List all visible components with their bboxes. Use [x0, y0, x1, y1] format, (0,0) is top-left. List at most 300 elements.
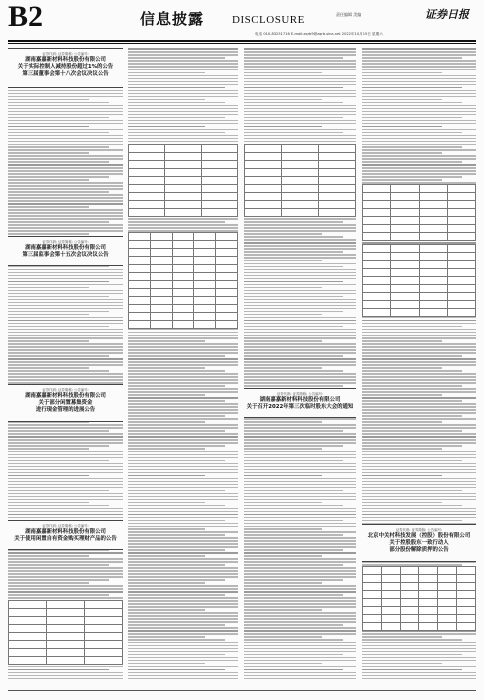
- table-row: [129, 153, 238, 161]
- text-line: [8, 132, 109, 134]
- text-line: [244, 120, 356, 122]
- text-line: [244, 561, 356, 563]
- text-line: [362, 155, 476, 157]
- text-line: [362, 645, 476, 647]
- table-cell: [282, 145, 319, 153]
- text-line: [362, 502, 442, 504]
- text-line: [362, 361, 476, 363]
- table-cell: [9, 633, 47, 641]
- newspaper-logo: 证券日报: [425, 8, 469, 21]
- text-line: [362, 370, 462, 372]
- text-line: [244, 272, 356, 274]
- table-cell: [9, 617, 47, 625]
- text-line: [244, 624, 343, 626]
- table-cell: [150, 289, 172, 297]
- announcement-header: 证券代码: 证券简称: 公告编号: 湖南嘉嘉新材料科技股份有限公司 关于实际控制人减持股份超过1%的公告 第三届董事会第十八次会议决议公告: [8, 48, 123, 88]
- table-row: [129, 209, 238, 217]
- text-line: [128, 520, 225, 522]
- text-line: [8, 511, 123, 513]
- page-header: [0, 0, 484, 44]
- table-cell: [129, 273, 151, 281]
- text-line: [8, 164, 123, 166]
- text-line: [244, 540, 356, 542]
- text-line: [362, 132, 462, 134]
- text-line: [128, 484, 238, 486]
- text-line: [8, 117, 109, 119]
- text-line: [244, 320, 356, 322]
- text-line: [362, 403, 476, 405]
- text-line: [128, 75, 238, 77]
- table-cell: [282, 161, 319, 169]
- table-row: [363, 567, 476, 575]
- table-row: [9, 617, 123, 625]
- table-row: [363, 591, 476, 599]
- table-cell: [319, 193, 356, 201]
- table-cell: [391, 245, 419, 253]
- table-cell: [457, 599, 476, 607]
- table-cell: [216, 321, 238, 329]
- text-line: [128, 609, 205, 611]
- text-line: [244, 472, 356, 474]
- text-line: [362, 340, 442, 342]
- table-cell: [419, 225, 447, 233]
- table-row: [363, 261, 476, 269]
- announcement-header: 证券代码: 证券简称: 公告编号: 湖南嘉嘉新材料科技股份有限公司 关于使用闲置自有资金购买理财产品的公告: [8, 520, 123, 550]
- text-line: [244, 436, 356, 438]
- table-cell: [245, 201, 282, 209]
- table-row: [363, 253, 476, 261]
- text-line: [244, 302, 356, 304]
- text-line: [128, 526, 238, 528]
- table-cell: [419, 209, 447, 217]
- text-line: [8, 597, 123, 599]
- text-line: [128, 60, 238, 62]
- data-table: [128, 232, 238, 329]
- table-cell: [319, 185, 356, 193]
- text-line: [8, 314, 89, 316]
- table-cell: [47, 657, 85, 665]
- text-line: [244, 138, 356, 140]
- table-row: [129, 249, 238, 257]
- table-cell: [282, 177, 319, 185]
- text-line: [362, 135, 476, 137]
- text-line: [362, 505, 462, 507]
- text-line: [8, 224, 123, 226]
- table-cell: [165, 209, 201, 217]
- text-line: [244, 245, 356, 247]
- table-row: [129, 161, 238, 169]
- text-line: [128, 627, 238, 629]
- text-line: [128, 472, 238, 474]
- table-cell: [438, 623, 457, 631]
- table-row: [9, 657, 123, 665]
- text-line: [362, 451, 476, 453]
- text-line: [128, 108, 238, 110]
- text-line: [128, 591, 238, 593]
- text-line: [128, 51, 238, 53]
- text-line: [244, 588, 356, 590]
- text-line: [128, 561, 238, 563]
- table-cell: [245, 153, 282, 161]
- table-cell: [419, 245, 447, 253]
- table-cell: [201, 193, 237, 201]
- text-line: [128, 475, 205, 477]
- text-line: [244, 627, 356, 629]
- text-line: [362, 678, 476, 680]
- table-cell: [85, 657, 123, 665]
- text-line: [8, 308, 123, 310]
- text-line: [8, 451, 123, 453]
- table-row: [363, 245, 476, 253]
- text-line: [244, 526, 356, 528]
- table-cell: [363, 193, 391, 201]
- text-line: [362, 400, 462, 402]
- table-cell: [457, 615, 476, 623]
- table-cell: [363, 253, 391, 261]
- text-line: [128, 87, 225, 89]
- text-line: [362, 496, 476, 498]
- section-title: 信息披露: [140, 10, 205, 28]
- text-line: [8, 176, 109, 178]
- text-line: [8, 436, 123, 438]
- table-cell: [419, 583, 438, 591]
- table-cell: [129, 233, 151, 241]
- text-line: [8, 582, 89, 584]
- text-line: [362, 636, 442, 638]
- text-line: [244, 445, 343, 447]
- text-line: [362, 144, 476, 146]
- table-cell: [129, 201, 165, 209]
- table-cell: [129, 185, 165, 193]
- text-line: [128, 105, 238, 107]
- table-cell: [165, 193, 201, 201]
- table-cell: [194, 281, 216, 289]
- text-line: [8, 320, 123, 322]
- text-line: [8, 594, 109, 596]
- table-cell: [419, 217, 447, 225]
- table-cell: [438, 591, 457, 599]
- table-cell: [150, 321, 172, 329]
- table-cell: [363, 575, 382, 583]
- table-cell: [216, 241, 238, 249]
- table-cell: [150, 305, 172, 313]
- text-line: [128, 600, 238, 602]
- text-line: [244, 132, 343, 134]
- text-line: [8, 123, 123, 125]
- table-row: [363, 185, 476, 193]
- table-cell: [447, 285, 475, 293]
- text-line: [128, 382, 238, 384]
- table-row: [129, 273, 238, 281]
- text-line: [244, 269, 356, 271]
- text-line: [128, 406, 238, 408]
- text-line: [128, 615, 238, 617]
- table-cell: [391, 261, 419, 269]
- text-line: [244, 594, 343, 596]
- text-line: [362, 161, 462, 163]
- table-cell: [194, 241, 216, 249]
- text-line: [128, 135, 238, 137]
- text-line: [362, 660, 476, 662]
- table-cell: [150, 281, 172, 289]
- text-line: [362, 373, 476, 375]
- table-row: [245, 161, 356, 169]
- text-line: [8, 490, 109, 492]
- text-line: [128, 141, 238, 143]
- text-line: [362, 84, 476, 86]
- table-cell: [457, 567, 476, 575]
- text-line: [128, 490, 225, 492]
- text-line: [362, 179, 442, 181]
- text-line: [244, 48, 356, 50]
- text-line: [244, 379, 356, 381]
- text-line: [244, 278, 356, 280]
- text-line: [128, 93, 238, 95]
- text-line: [244, 469, 356, 471]
- text-line: [128, 132, 225, 134]
- text-line: [362, 654, 462, 656]
- text-line: [128, 460, 225, 462]
- table-cell: [165, 161, 201, 169]
- table-cell: [419, 599, 438, 607]
- table-cell: [381, 583, 400, 591]
- text-line: [128, 675, 238, 677]
- table-cell: [400, 599, 419, 607]
- text-line: [244, 84, 356, 86]
- text-line: [362, 487, 476, 489]
- table-row: [129, 321, 238, 329]
- table-cell: [419, 575, 438, 583]
- text-line: [128, 99, 205, 101]
- text-line: [244, 242, 356, 244]
- text-line: [244, 567, 356, 569]
- text-line: [128, 573, 238, 575]
- text-line: [128, 523, 238, 525]
- text-line: [8, 129, 123, 131]
- table-cell: [419, 301, 447, 309]
- table-cell: [363, 591, 382, 599]
- text-line: [244, 666, 356, 668]
- text-line: [128, 218, 238, 220]
- table-cell: [391, 185, 419, 193]
- table-cell: [85, 617, 123, 625]
- text-line: [8, 340, 89, 342]
- text-line: [128, 576, 238, 578]
- column-3: [244, 48, 356, 681]
- text-line: [362, 343, 476, 345]
- text-line: [362, 379, 476, 381]
- text-line: [8, 275, 123, 277]
- text-line: [244, 257, 356, 259]
- text-line: [128, 397, 238, 399]
- text-line: [8, 367, 89, 369]
- text-line: [244, 317, 356, 319]
- table-cell: [419, 623, 438, 631]
- text-line: [8, 442, 123, 444]
- text-line: [8, 463, 123, 465]
- text-line: [362, 466, 476, 468]
- text-line: [128, 540, 238, 542]
- text-line: [362, 520, 462, 522]
- table-cell: [447, 193, 475, 201]
- text-line: [362, 51, 476, 53]
- text-line: [128, 415, 225, 417]
- text-line: [8, 323, 123, 325]
- text-line: [244, 281, 343, 283]
- text-line: [362, 176, 462, 178]
- text-line: [128, 636, 205, 638]
- text-line: [8, 212, 123, 214]
- header-rule: [8, 40, 476, 42]
- text-line: [244, 615, 356, 617]
- text-line: [244, 460, 343, 462]
- table-cell: [172, 305, 194, 313]
- table-cell: [381, 623, 400, 631]
- text-line: [362, 651, 476, 653]
- text-line: [244, 451, 356, 453]
- table-cell: [85, 601, 123, 609]
- text-line: [362, 349, 476, 351]
- table-cell: [9, 625, 47, 633]
- text-line: [8, 182, 123, 184]
- text-line: [362, 415, 462, 417]
- table-cell: [201, 177, 237, 185]
- text-line: [128, 639, 225, 641]
- table-cell: [282, 201, 319, 209]
- text-line: [8, 188, 123, 190]
- table-cell: [457, 575, 476, 583]
- table-cell: [129, 193, 165, 201]
- text-line: [8, 484, 123, 486]
- table-cell: [201, 153, 237, 161]
- table-cell: [172, 297, 194, 305]
- table-cell: [391, 301, 419, 309]
- text-line: [128, 463, 238, 465]
- text-line: [128, 606, 238, 608]
- text-line: [128, 555, 205, 557]
- table-row: [363, 293, 476, 301]
- table-row: [9, 633, 123, 641]
- text-line: [244, 266, 343, 268]
- table-cell: [172, 233, 194, 241]
- text-line: [8, 114, 123, 116]
- text-line: [244, 499, 356, 501]
- text-line: [362, 173, 476, 175]
- table-cell: [363, 269, 391, 277]
- table-cell: [363, 607, 382, 615]
- table-cell: [172, 241, 194, 249]
- text-line: [128, 409, 238, 411]
- text-line: [244, 531, 356, 533]
- text-line: [362, 93, 476, 95]
- text-line: [362, 57, 462, 59]
- text-line: [128, 645, 238, 647]
- text-line: [362, 457, 476, 459]
- text-line: [128, 478, 238, 480]
- table-cell: [363, 225, 391, 233]
- text-line: [128, 466, 238, 468]
- table-cell: [438, 575, 457, 583]
- text-line: [8, 233, 89, 235]
- page-number: B2: [8, 0, 44, 33]
- table-cell: [216, 281, 238, 289]
- table-cell: [150, 233, 172, 241]
- table-row: [129, 265, 238, 273]
- table-cell: [419, 615, 438, 623]
- table-cell: [282, 153, 319, 161]
- text-line: [244, 508, 356, 510]
- text-line: [128, 663, 205, 665]
- table-cell: [216, 249, 238, 257]
- text-line: [244, 654, 343, 656]
- text-line: [244, 239, 356, 241]
- text-line: [8, 206, 89, 208]
- table-cell: [129, 153, 165, 161]
- table-cell: [419, 285, 447, 293]
- table-row: [363, 607, 476, 615]
- text-line: [128, 355, 225, 357]
- text-line: [244, 129, 356, 131]
- text-line: [128, 418, 238, 420]
- table-cell: [363, 293, 391, 301]
- text-line: [362, 335, 476, 337]
- table-cell: [447, 245, 475, 253]
- table-row: [9, 609, 123, 617]
- text-line: [128, 618, 238, 620]
- text-line: [244, 511, 356, 513]
- text-line: [244, 546, 356, 548]
- text-line: [244, 463, 356, 465]
- table-cell: [172, 249, 194, 257]
- text-line: [244, 663, 322, 665]
- text-line: [8, 335, 123, 337]
- table-cell: [85, 633, 123, 641]
- text-line: [362, 352, 476, 354]
- table-cell: [201, 169, 237, 177]
- table-cell: [438, 599, 457, 607]
- text-line: [128, 630, 238, 632]
- table-cell: [245, 209, 282, 217]
- text-line: [244, 645, 356, 647]
- text-line: [244, 111, 356, 113]
- table-cell: [319, 169, 356, 177]
- text-line: [244, 475, 322, 477]
- text-line: [244, 534, 343, 536]
- text-line: [244, 248, 356, 250]
- text-line: [244, 349, 356, 351]
- text-line: [362, 639, 462, 641]
- text-line: [8, 349, 123, 351]
- text-line: [362, 412, 476, 414]
- text-line: [8, 499, 123, 501]
- text-line: [362, 105, 476, 107]
- text-line: [8, 197, 123, 199]
- table-cell: [419, 233, 447, 241]
- table-cell: [319, 145, 356, 153]
- table-cell: [194, 289, 216, 297]
- text-line: [128, 221, 225, 223]
- table-row: [363, 285, 476, 293]
- table-cell: [85, 609, 123, 617]
- text-line: [244, 337, 356, 339]
- table-cell: [447, 301, 475, 309]
- announcement-header: 证券代码: 证券简称: 公告编号: 湖南嘉嘉新材料科技股份有限公司 第三届监事会第十五次会议决议公告: [8, 236, 123, 266]
- header-rule-thin: [8, 43, 476, 44]
- text-line: [128, 117, 225, 119]
- table-cell: [391, 233, 419, 241]
- text-line: [128, 412, 238, 414]
- text-line: [362, 87, 462, 89]
